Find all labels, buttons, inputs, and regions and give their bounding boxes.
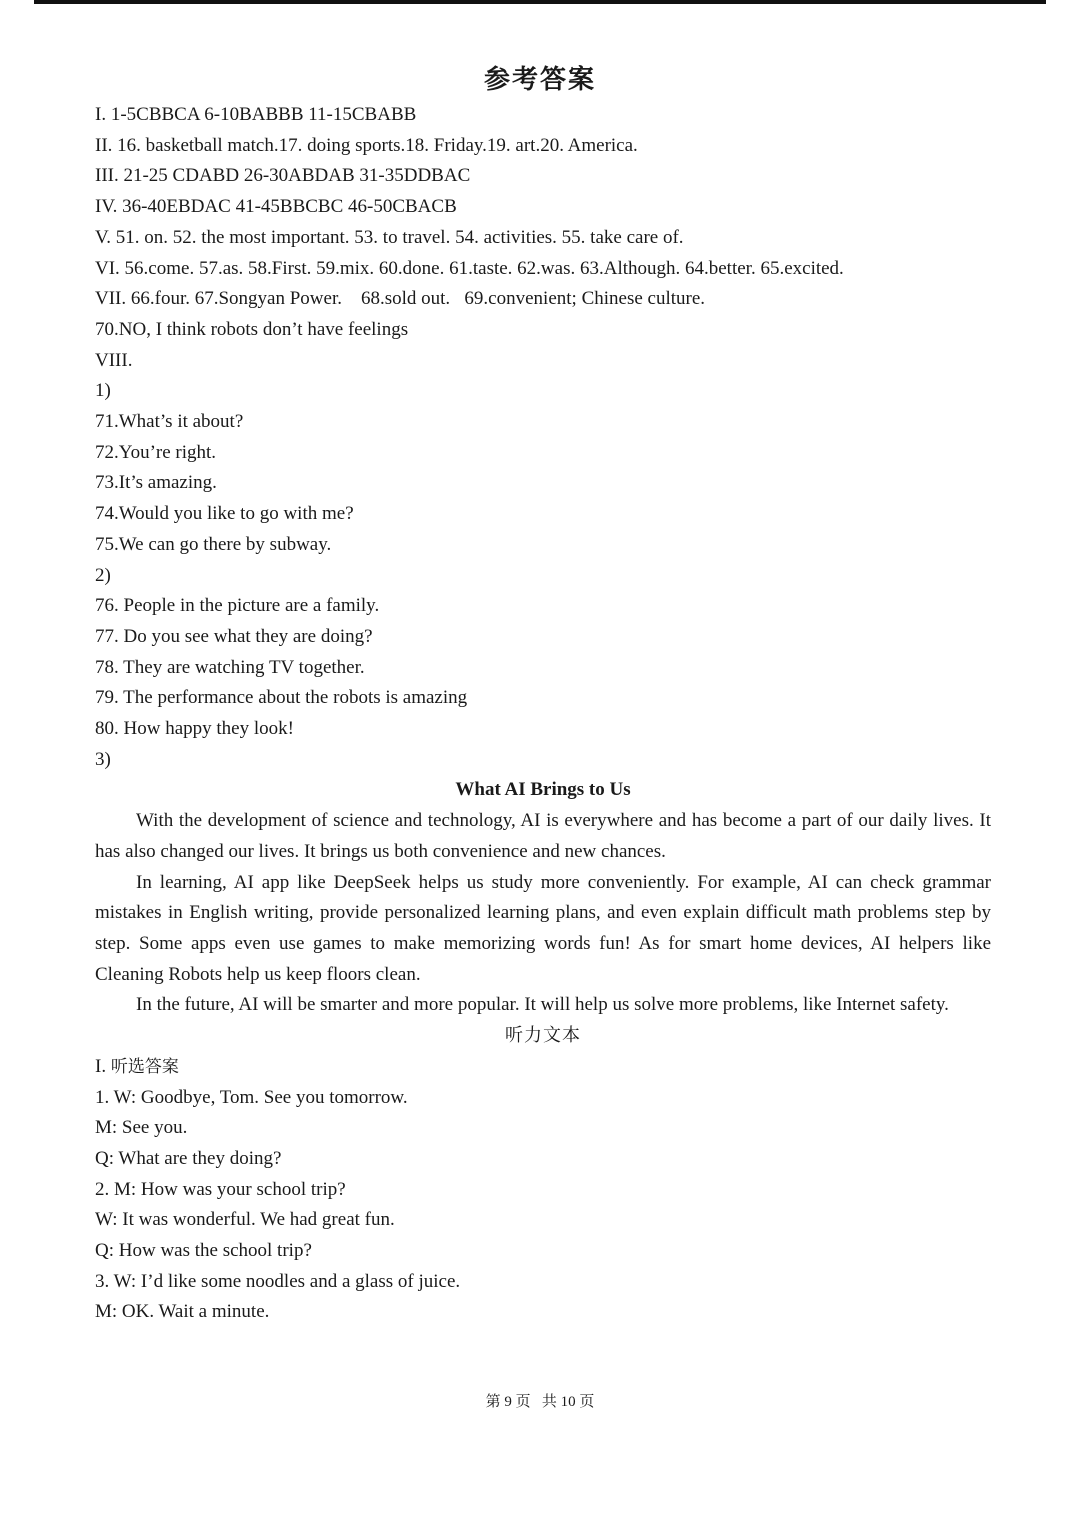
writing-part-1-line: 72.You’re right. [95, 441, 217, 463]
answer-line-8: VIII. [95, 349, 133, 371]
listening-line: 3. W: I’d like some noodles and a glass of juice. [95, 1270, 461, 1292]
top-rule [34, 0, 1046, 4]
writing-part-1-line: 74.Would you like to go with me? [95, 503, 354, 525]
essay-paragraph: In learning, AI app like DeepSeek helps us study more conveniently. For example, AI can check grammar mistakes in English writing, provide personalized learning plans, and even explain difficult math problems step by step. Some apps even use games to make memorizing words fun! As for smart home devices, AI helpers like Cleaning Robots help us keep floors clean. [95, 871, 991, 985]
writing-part-2-line: 76. People in the picture are a family. [95, 595, 380, 617]
answer-line-1: I. 1-5CBBCA 6-10BABBB 11-15CBABB [95, 104, 417, 125]
writing-part-2-line: 78. They are watching TV together. [95, 656, 365, 678]
answer-line-3: III. 21-25 CDABD 26-30ABDAB 31-35DDBAC [95, 165, 471, 187]
listening-line: Q: What are they doing? [95, 1147, 282, 1169]
listening-line: 1. W: Goodbye, Tom. See you tomorrow. [95, 1086, 408, 1108]
listening-line: W: It was wonderful. We had great fun. [95, 1209, 395, 1231]
listening-line: 2. M: How was your school trip? [95, 1178, 346, 1200]
writing-part-1-label: 1) [95, 380, 111, 402]
answer-line-70: 70.NO, I think robots don’t have feelings [95, 318, 409, 340]
listening-line: Q: How was the school trip? [95, 1240, 312, 1262]
writing-part-2-line: 79. The performance about the robots is amazing [95, 687, 468, 709]
essay-paragraph: In the future, AI will be smarter and more popular. It will help us solve more problems, like Internet safety. [136, 994, 949, 1016]
essay-paragraph: With the development of science and technology, AI is everywhere and has become a part of our daily lives. It has also changed our lives. It brings us both convenience and new chances. [95, 810, 991, 862]
answer-line-7: VII. 66.four. 67.Songyan Power. 68.sold out. 69.convenient; Chinese culture. [95, 288, 706, 310]
writing-part-2-line: 77. Do you see what they are doing? [95, 625, 373, 647]
listening-section-title [95, 1052, 991, 1083]
listening-heading: 听力文本 [505, 1025, 581, 1047]
writing-part-1-line: 75.We can go there by subway. [95, 533, 332, 555]
writing-part-2-label: 2) [95, 564, 111, 586]
writing-part-1-line: 73.It’s amazing. [95, 472, 217, 494]
listening-section-prefix: I. [95, 1055, 111, 1077]
writing-part-1-line: 71.What’s it about? [95, 411, 244, 433]
answer-line-2: II. 16. basketball match.17. doing sports.18. Friday.19. art.20. America. [95, 134, 638, 156]
listening-section-label: 听选答案 [110, 1056, 179, 1077]
writing-part-3-label: 3) [95, 748, 111, 770]
page-footer: 第 9 页 共 10 页 [485, 1394, 595, 1410]
writing-part-2-line: 80. How happy they look! [95, 718, 294, 740]
answer-line-5: V. 51. on. 52. the most important. 53. to travel. 54. activities. 55. take care of. [95, 226, 684, 248]
answer-line-6: VI. 56.come. 57.as. 58.First. 59.mix. 60.done. 61.taste. 62.was. 63.Although. 64.better. 65.excited. [95, 257, 844, 279]
page-content [95, 100, 991, 1328]
answer-line-4: IV. 36-40EBDAC 41-45BBCBC 46-50CBACB [95, 196, 457, 218]
essay-title: What AI Brings to Us [455, 779, 631, 801]
listening-line: M: See you. [95, 1117, 188, 1139]
listening-line: M: OK. Wait a minute. [95, 1301, 270, 1323]
page-title: 参考答案 [483, 65, 596, 95]
